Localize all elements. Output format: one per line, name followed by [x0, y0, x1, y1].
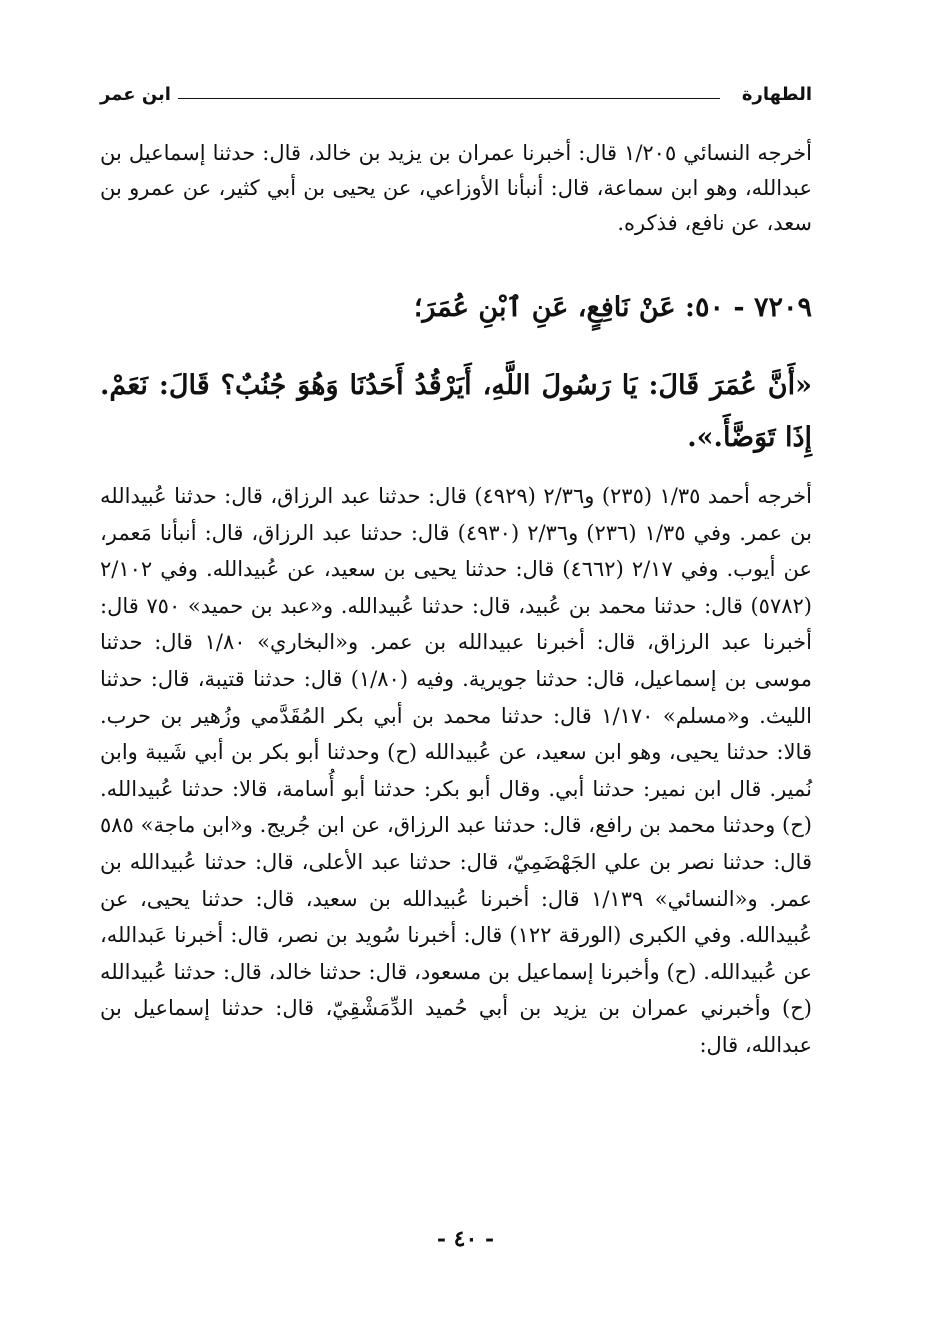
hadith-text: «أَنَّ عُمَرَ قَالَ: يَا رَسُولَ اللَّهِ، أَيَرْقُدُ أَحَدُنَا وَهُوَ جُنُبٌ؟ قَالَ: نَعَمْ. إِذَا تَوَضَّأَ.». — [100, 370, 812, 453]
page-number: - ٤٠ - — [436, 1226, 495, 1252]
header-rule — [178, 98, 720, 99]
header-narrator-name: ابن عمر — [100, 84, 171, 105]
takhrij-paragraph: أخرجه أحمد ١/٣٥ (٢٣٥) و٢/٣٦ (٤٩٢٩) قال: حدثنا عبد الرزاق، قال: حدثنا عُبيدالله بن عمر. وفي ١/٣٥ (٢٣٦) و٢/٣٦ (٤٩٣٠) قال: حدثنا عبد الرزاق، قال: أنبأنا مَعمر، عن أيوب. وفي ٢/١٧ (٤٦٦٢) قال: حدثنا يحيى بن سعيد، عن عُبيدالله. وفي ٢/١٠٢ (٥٧٨٢) قال: حدثنا محمد بن عُبيد، قال: حدثنا عُبيدالله. و«عبد بن حميد» ٧٥٠ قال: أخبرنا عبد الرزاق، قال: أخبرنا عبيدالله بن عمر. و«البخاري» ١/٨٠ قال: حدثنا موسى بن إسماعيل، قال: حدثنا جويرية. وفيه (١/٨٠) قال: حدثنا قتيبة، قال: حدثنا الليث. و«مسلم» ١/١٧٠ قال: حدثنا محمد بن أبي بكر المُقَدَّمي وزُهير بن حرب. قالا: حدثنا يحيى، وهو ابن سعيد، عن عُبيدالله (ح) وحدثنا أبو بكر بن أبي شَيبة وابن نُمير. قال ابن نمير: حدثنا أبي. وقال أبو بكر: حدثنا أبو أُسامة، قالا: حدثنا عُبيدالله. (ح) وحدثنا محمد بن رافع، قال: حدثنا عبد الرزاق، عن ابن جُريج. و«ابن ماجة» ٥٨٥ قال: حدثنا نصر بن علي الجَهْضَمِيّ، قال: حدثنا عبد الأعلى، قال: حدثنا عُبيدالله بن عمر. و«النسائي» ١/١٣٩ قال: أخبرنا عُبيدالله بن سعيد، قال: حدثنا يحيى، عن عُبيدالله. وفي الكبرى (الورقة ١٢٢) قال: أخبرنا سُويد بن نصر، قال: أخبرنا عَبدالله، عن عُبيدالله. (ح) وأخبرنا إسماعيل بن مسعود، قال: حدثنا خالد، قال: حدثنا عُبيدالله (ح) وأخبرني عمران بن يزيد بن أبي حُميد الدِّمَشْقِيّ، قال: حدثنا إسماعيل بن عبدالله، قال: — [100, 484, 813, 1057]
source-paragraph: أخرجه النسائي ١/٢٠٥ قال: أخبرنا عمران بن يزيد بن خالد، قال: حدثنا إسماعيل بن عبدالله، وهو ابن سماعة، قال: أنبأنا الأوزاعي، عن يحيى بن أبي كثير، عن عمرو بن سعد، عن نافع، فذكره. — [100, 141, 812, 235]
hadith-heading: ٧٢٠٩ - ٥٠: عَنْ نَافِعٍ، عَنِ ٱبْنِ عُمَرَ؛ — [413, 292, 812, 323]
running-header — [100, 84, 812, 112]
header-chapter-title: الطهارة — [741, 84, 812, 105]
